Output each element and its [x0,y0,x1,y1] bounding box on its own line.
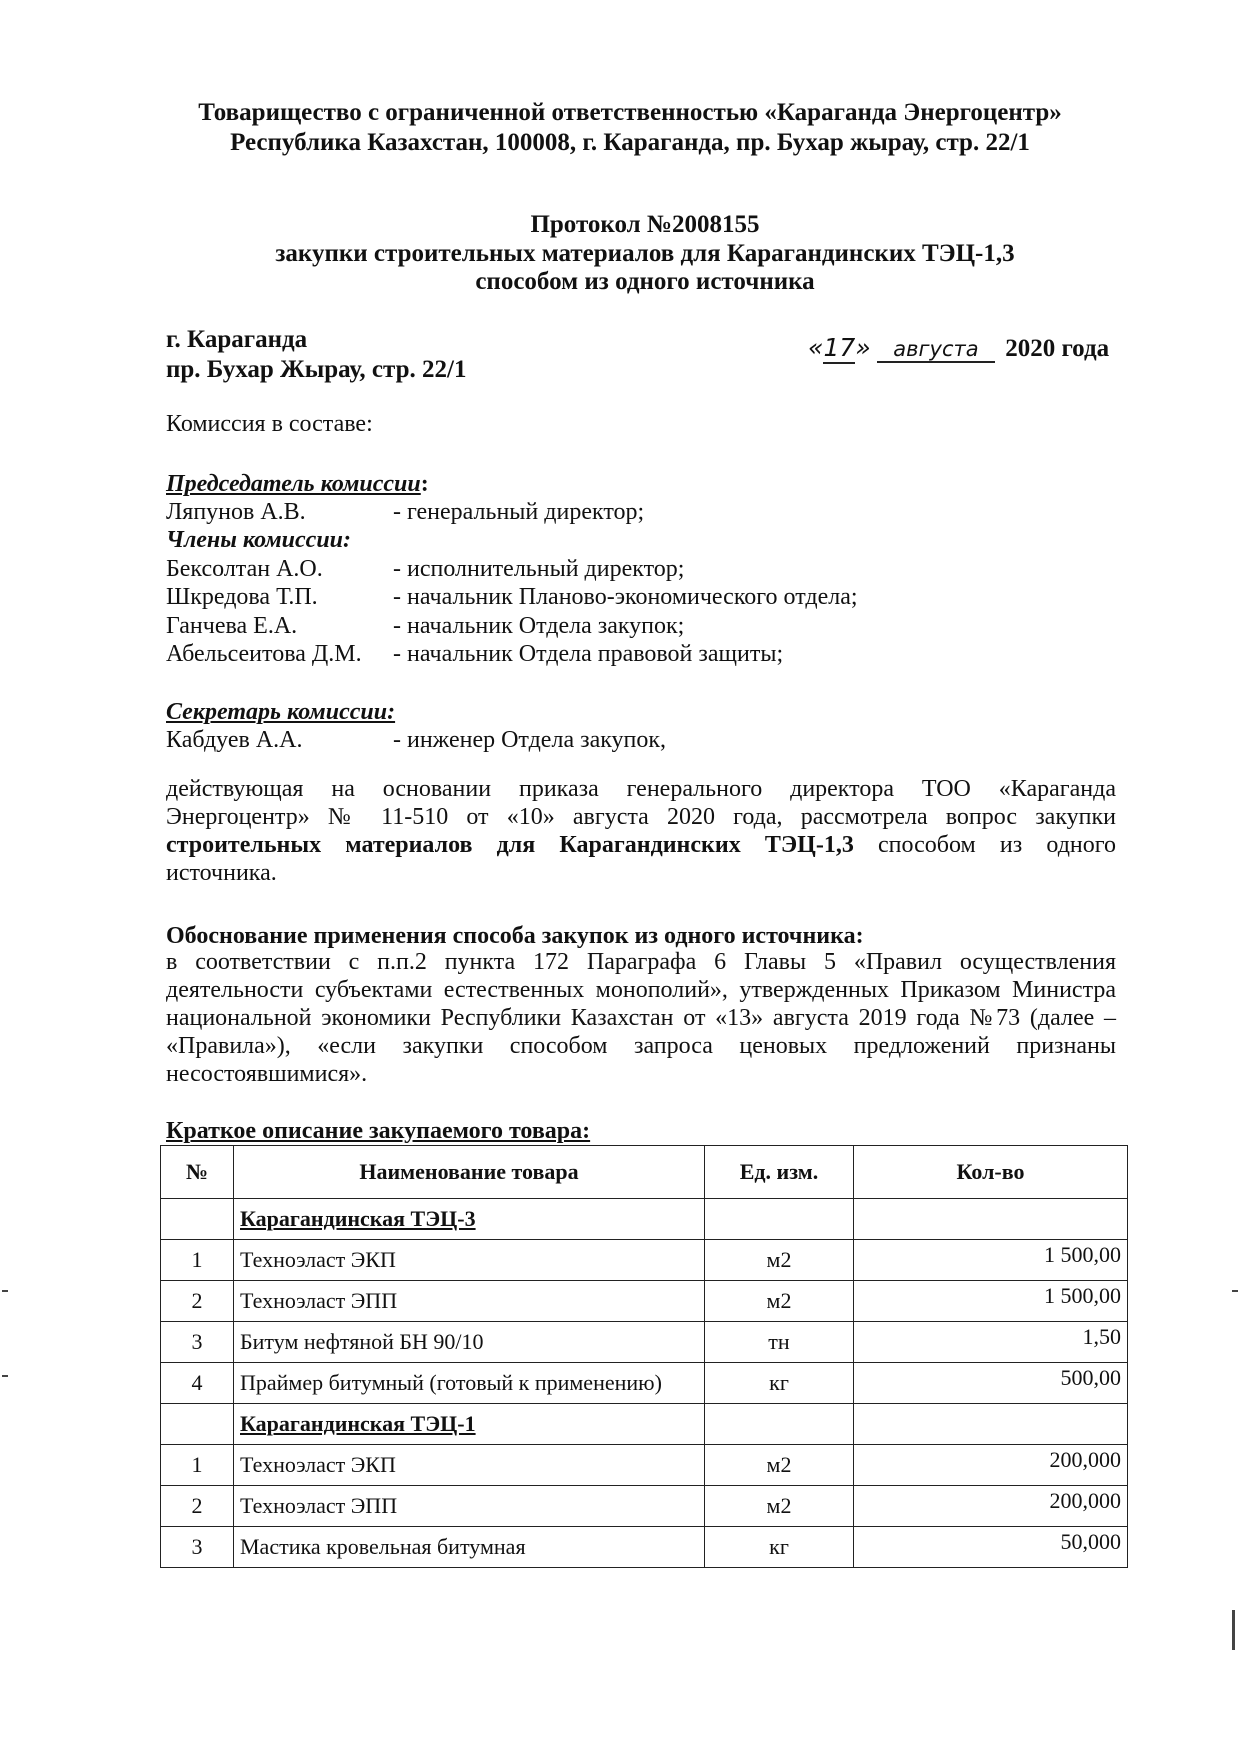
chair-role: - генеральный директор; [393,499,645,525]
chair-heading-text: Председатель комиссии [166,471,421,497]
scan-edge-mark [1232,1610,1235,1650]
row-number: 2 [161,1281,234,1322]
basis-line: Энергоцентр» № 11-510 от «10» августа 2020 года, рассмотрела вопрос закупки [166,804,1116,830]
item-unit: м2 [705,1445,854,1486]
item-quantity: 200,000 [854,1486,1128,1527]
scan-edge-mark [1232,1290,1238,1292]
justification-line: национальной экономики Республики Казахстан от «13» августа 2019 года №73 (далее – [166,1005,1116,1031]
protocol-title: Протокол №2008155 [530,211,760,238]
basis-line-rest: способом из одного [878,832,1117,858]
item-quantity: 1 500,00 [854,1240,1128,1281]
item-quantity: 1 500,00 [854,1281,1128,1322]
members-heading: Члены комиссии: [166,527,352,553]
justification-heading: Обоснование применения способа закупок из одного источника: [166,923,864,949]
item-unit: м2 [705,1486,854,1527]
table-header-row [161,1146,1128,1199]
item-name: Битум нефтяной БН 90/10 [234,1322,705,1363]
column-header: Кол-во [854,1146,1128,1199]
item-quantity: 200,000 [854,1445,1128,1486]
item-name: Мастика кровельная битумная [234,1527,705,1568]
justification-line: несостоявшимися». [166,1061,368,1087]
table-row [161,1445,1128,1486]
member-role: - начальник Отдела правовой защиты; [393,641,784,667]
table-row [161,1363,1128,1404]
section-title: Карагандинская ТЭЦ-3 [234,1199,705,1240]
item-quantity: 500,00 [854,1363,1128,1404]
basis-bold-subject: строительных материалов для Карагандинских ТЭЦ-1,3 [166,832,854,858]
item-name: Праймер битумный (готовый к применению) [234,1363,705,1404]
basis-paragraph [166,775,1116,887]
member-role: - исполнительный директор; [393,556,685,582]
section-row [161,1404,1128,1445]
item-name: Техноэласт ЭПП [234,1281,705,1322]
row-number: 3 [161,1322,234,1363]
row-number: 2 [161,1486,234,1527]
protocol-date [808,333,1120,364]
scan-edge-mark [2,1375,8,1377]
date-year: 2020 года [1005,335,1110,362]
section-title: Карагандинская ТЭЦ-1 [234,1404,705,1445]
row-number: 3 [161,1527,234,1568]
org-address: Республика Казахстан, 100008, г. Караганда, пр. Бухар жырау, стр. 22/1 [230,129,1030,156]
column-header: Ед. изм. [705,1146,854,1199]
table-row [161,1281,1128,1322]
item-name: Техноэласт ЭКП [234,1240,705,1281]
date-open-quote: « [808,333,824,362]
justification-line: в соответствии с п.п.2 пункта 172 Параграфа 6 Главы 5 «Правил осуществления [166,949,1116,975]
table-row [161,1486,1128,1527]
item-unit: тн [705,1322,854,1363]
table-row [161,1322,1128,1363]
basis-line: действующая на основании приказа генерального директора ТОО «Караганда [166,776,1116,802]
item-quantity: 1,50 [854,1322,1128,1363]
justification-paragraph [166,948,1116,1088]
goods-heading: Краткое описание закупаемого товара: [166,1118,591,1144]
justification-line: деятельности субъектами естественных монополий», утвержденных Приказом Министра [166,977,1116,1003]
table-row [161,1240,1128,1281]
scan-edge-mark [2,1290,8,1292]
item-quantity: 50,000 [854,1527,1128,1568]
secretary-role: - инженер Отдела закупок, [393,727,667,753]
org-name: Товарищество с ограниченной ответственностью «Караганда Энергоцентр» [198,99,1062,126]
justification-line: «Правила»), «если закупки способом запроса ценовых предложений признаны [166,1033,1116,1059]
date-month: августа [877,337,995,363]
row-number: 1 [161,1445,234,1486]
goods-table [160,1145,1128,1568]
member-role: - начальник Планово-экономического отдела; [393,584,858,610]
secretary-name: Кабдуев А.А. [166,727,303,753]
protocol-method: способом из одного источника [475,268,815,295]
basis-line [166,831,1116,859]
column-header: № [161,1146,234,1199]
chair-heading-colon: : [420,471,429,497]
item-unit: кг [705,1363,854,1404]
item-name: Техноэласт ЭКП [234,1445,705,1486]
chair-name: Ляпунов А.В. [166,499,306,525]
date-close-quote: » [855,333,871,362]
item-name: Техноэласт ЭПП [234,1486,705,1527]
item-unit: м2 [705,1281,854,1322]
date-day: 17 [823,333,856,362]
column-header: Наименование товара [234,1146,705,1199]
item-unit: кг [705,1527,854,1568]
member-name: Абельсеитова Д.М. [166,641,362,667]
item-unit: м2 [705,1240,854,1281]
commission-intro: Комиссия в составе: [166,411,373,437]
row-number: 4 [161,1363,234,1404]
place-city: г. Караганда [166,326,308,353]
protocol-subtitle: закупки строительных материалов для Карагандинских ТЭЦ-1,3 [275,240,1015,267]
table-row [161,1527,1128,1568]
member-name: Шкредова Т.П. [166,584,318,610]
row-number: 1 [161,1240,234,1281]
basis-line: источника. [166,860,277,886]
section-row [161,1199,1128,1240]
member-role: - начальник Отдела закупок; [393,613,685,639]
member-name: Ганчева Е.А. [166,613,298,639]
chair-heading [166,470,429,499]
secretary-heading: Секретарь комиссии: [166,699,396,725]
place-street: пр. Бухар Жырау, стр. 22/1 [166,356,467,383]
member-name: Бексолтан А.О. [166,556,323,582]
